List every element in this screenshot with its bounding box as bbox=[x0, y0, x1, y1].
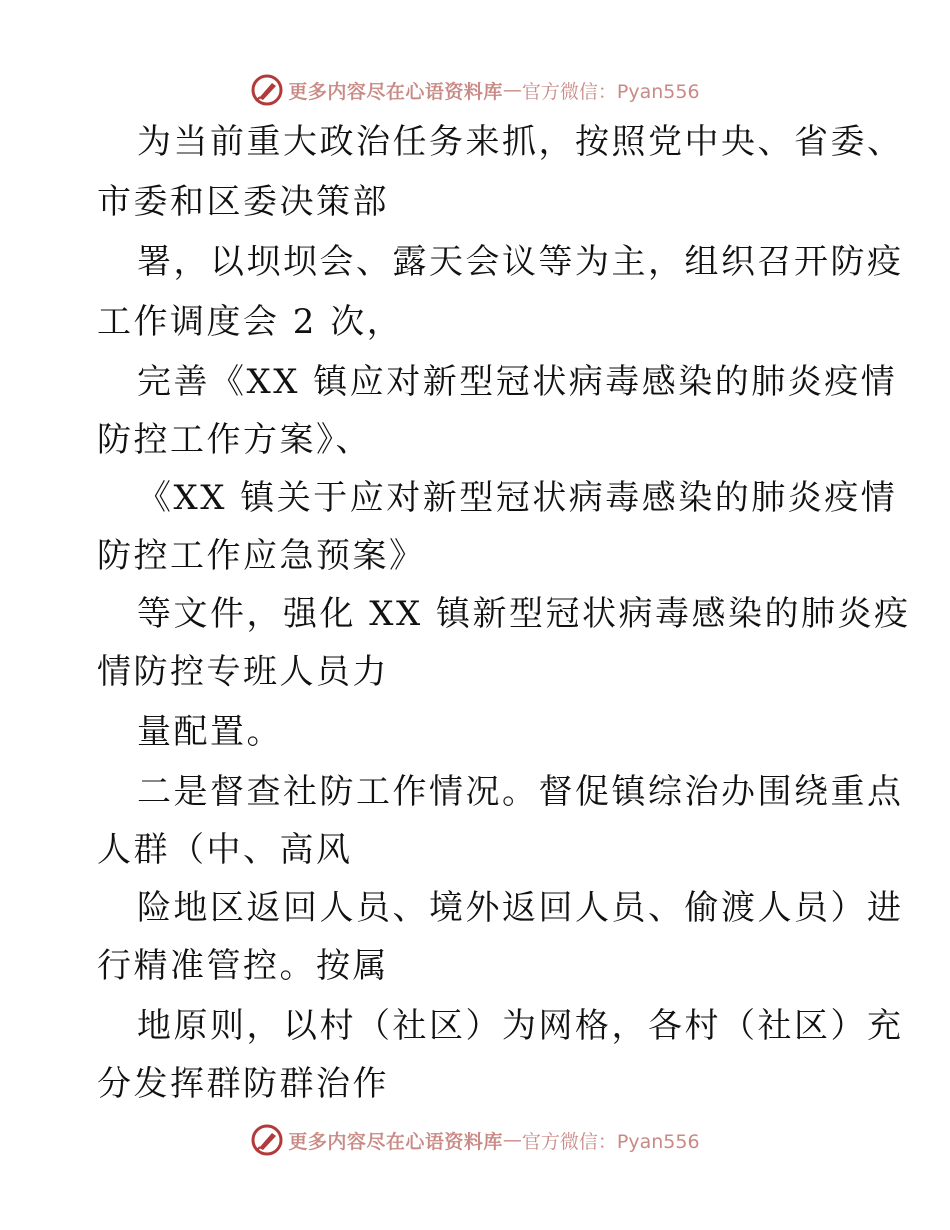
text-line: 防控工作应急预案》 bbox=[97, 536, 426, 576]
text-line: 情防控专班人员力 bbox=[97, 652, 389, 692]
text-line: 量配置。 bbox=[137, 712, 283, 752]
text-line: 署，以坝坝会、露天会议等为主，组织召开防疫 bbox=[137, 242, 904, 282]
text-line: 完善《XX 镇应对新型冠状病毒感染的肺炎疫情 bbox=[137, 362, 898, 402]
text-line: 等文件，强化 XX 镇新型冠状病毒感染的肺炎疫 bbox=[137, 594, 911, 634]
banner-contact: 官方微信：Pyan556 bbox=[521, 80, 700, 103]
text-line: 《XX 镇关于应对新型冠状病毒感染的肺炎疫情 bbox=[137, 478, 898, 518]
banner-separator: — bbox=[502, 79, 522, 101]
pen-circle-logo-icon bbox=[250, 1123, 284, 1157]
text-line: 防控工作方案》、 bbox=[97, 420, 372, 460]
header-banner bbox=[0, 70, 950, 110]
text-line: 工作调度会 2 次， bbox=[97, 302, 404, 342]
text-line: 二是督查社防工作情况。督促镇综治办围绕重点 bbox=[137, 772, 904, 812]
text-line: 地原则，以村（社区）为网格，各村（社区）充 bbox=[137, 1006, 904, 1046]
pen-circle-logo-icon bbox=[250, 73, 284, 107]
text-line: 行精准管控。按属 bbox=[97, 946, 389, 986]
text-line: 险地区返回人员、境外返回人员、偷渡人员）进 bbox=[137, 888, 904, 928]
banner-separator: — bbox=[502, 1129, 522, 1151]
text-line: 分发挥群防群治作 bbox=[97, 1064, 389, 1104]
banner-title: 更多内容尽在心语资料库 bbox=[288, 80, 503, 103]
footer-banner bbox=[0, 1120, 950, 1160]
banner-title: 更多内容尽在心语资料库 bbox=[288, 1130, 503, 1153]
banner-contact: 官方微信：Pyan556 bbox=[521, 1130, 700, 1153]
text-line: 为当前重大政治任务来抓，按照党中央、省委、 bbox=[137, 122, 904, 162]
text-line: 市委和区委决策部 bbox=[97, 182, 389, 222]
text-line: 人群（中、高风 bbox=[97, 830, 353, 870]
